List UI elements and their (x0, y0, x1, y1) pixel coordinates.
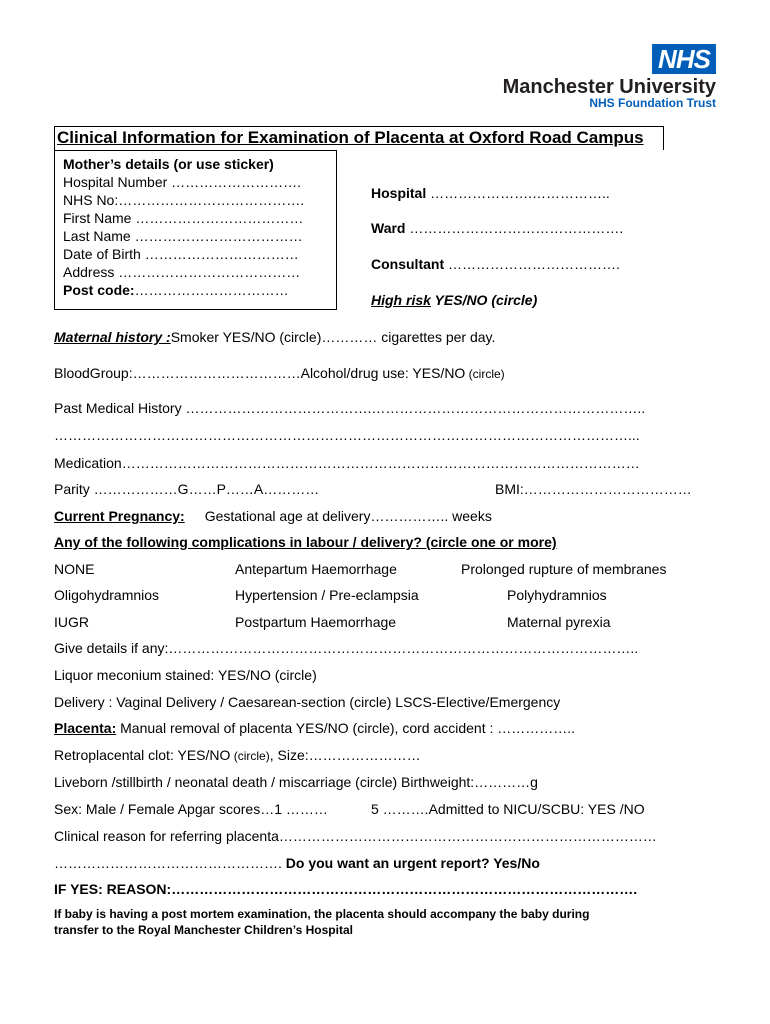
placenta-line (54, 719, 575, 737)
bmi-line: BMI:……………………………… (495, 481, 692, 497)
smoker-text: Smoker YES/NO (circle)………… cigarettes per day. (170, 329, 496, 345)
past-medical-history-line: Past Medical History ………………………………….………………………………………………….. (54, 400, 646, 416)
ward-dots: ………………………………………. (405, 220, 624, 236)
placenta-text: Manual removal of placenta YES/NO (circle), cord accident : …………….. (116, 720, 576, 736)
mothers-details-box (54, 150, 337, 310)
hospital-label: Hospital (371, 185, 427, 201)
hospital-number-field[interactable]: Hospital Number ………………………. (63, 174, 302, 190)
delivery-line: Delivery : Vaginal Delivery / Caesarean-section (circle) LSCS-Elective/Emergency (54, 694, 561, 710)
retroplacental-circle: (circle) (230, 749, 270, 763)
complication-postpartum-haemorrhage[interactable]: Postpartum Haemorrhage (235, 614, 397, 630)
address-field[interactable]: Address ………………………………… (63, 264, 301, 280)
bloodgroup-line (54, 364, 505, 383)
current-pregnancy-label: Current Pregnancy: (54, 508, 185, 524)
current-pregnancy-line (54, 507, 492, 525)
org-trust: NHS Foundation Trust (589, 96, 716, 110)
bloodgroup-circle: (circle) (465, 367, 505, 381)
complication-prolonged-rupture[interactable]: Prolonged rupture of membranes (461, 561, 667, 577)
hospital-field[interactable] (371, 185, 610, 201)
liquor-line: Liquor meconium stained: YES/NO (circle) (54, 667, 317, 683)
bloodgroup-text: BloodGroup:………………………………Alcohol/drug use: YES/NO (54, 365, 466, 381)
nhs-number-field[interactable]: NHS No:…………………………………. (63, 192, 305, 208)
postcode-label: Post code: (63, 282, 135, 298)
first-name-field[interactable]: First Name ……………………………… (63, 210, 304, 226)
form-title: Clinical Information for Examination of Placenta at Oxford Road Campus (54, 126, 664, 150)
high-risk-field[interactable] (371, 292, 537, 308)
complication-hypertension[interactable]: Hypertension / Pre-eclampsia (235, 587, 419, 603)
maternal-history-label: Maternal history : (54, 329, 171, 345)
parity-line: Parity ………………G……P……A………… (54, 481, 320, 497)
complication-iugr[interactable]: IUGR (54, 614, 89, 630)
complication-antepartum-haemorrhage[interactable]: Antepartum Haemorrhage (235, 561, 397, 577)
apgar5-nicu-line: 5 ……….Admitted to NICU/SCBU: YES /NO (371, 801, 645, 817)
liveborn-line: Liveborn /stillbirth / neonatal death / miscarriage (circle) Birthweight:…………g (54, 774, 538, 790)
urgent-dots: …………………………………………. (54, 855, 286, 871)
consultant-label: Consultant (371, 256, 445, 272)
date-of-birth-field[interactable]: Date of Birth …………………………… (63, 246, 299, 262)
give-details-line: Give details if any:……………………………………………………………………………………….. (54, 640, 639, 656)
consultant-field[interactable] (371, 256, 620, 272)
retroplacental-text: Retroplacental clot: YES/NO (54, 747, 231, 763)
past-medical-history-continued: ……………………………………………………………………………………………………………... (54, 427, 640, 443)
nhs-logo: NHS (652, 44, 716, 74)
footer-note-line-1: If baby is having a post mortem examination, the placenta should accompany the baby during (54, 907, 590, 921)
ward-label: Ward (371, 220, 406, 236)
retroplacental-line (54, 746, 421, 765)
maternal-history-line (54, 328, 495, 346)
medication-line: Medication………………………………………………………………………………………………… (54, 455, 640, 471)
clinical-reason-line: Clinical reason for referring placenta……………………………………………………………………… (54, 828, 657, 844)
postcode-dots: …………………………… (134, 282, 289, 298)
urgent-report-line (54, 854, 540, 872)
complication-none[interactable]: NONE (54, 561, 95, 577)
ward-field[interactable] (371, 220, 623, 236)
retroplacental-size: , Size:…………………… (269, 747, 421, 763)
complication-maternal-pyrexia[interactable]: Maternal pyrexia (507, 614, 611, 630)
high-risk-label: High risk (371, 292, 431, 308)
complication-polyhydramnios[interactable]: Polyhydramnios (507, 587, 607, 603)
complications-heading: Any of the following complications in labour / delivery? (circle one or more) (54, 534, 557, 550)
last-name-field[interactable]: Last Name ……………………………… (63, 228, 303, 244)
gestational-age-text: Gestational age at delivery…………….. weeks (204, 508, 492, 524)
postcode-field[interactable] (63, 281, 328, 299)
placenta-label: Placenta: (54, 720, 117, 736)
complication-oligohydramnios[interactable]: Oligohydramnios (54, 587, 160, 603)
if-yes-reason-line: IF YES: REASON:………………………………………………………………………………………. (54, 881, 638, 897)
urgent-question: Do you want an urgent report? Yes/No (285, 855, 540, 871)
hospital-dots: ………………….…………….. (426, 185, 610, 201)
consultant-dots: ………………………………. (444, 256, 620, 272)
mothers-details-heading: Mother’s details (or use sticker) (63, 156, 274, 172)
sex-apgar-line: Sex: Male / Female Apgar scores…1 ……… (54, 801, 328, 817)
high-risk-value: YES/NO (circle) (430, 292, 538, 308)
org-name: Manchester University (502, 76, 716, 98)
footer-note-line-2: transfer to the Royal Manchester Children’s Hospital (54, 923, 353, 937)
